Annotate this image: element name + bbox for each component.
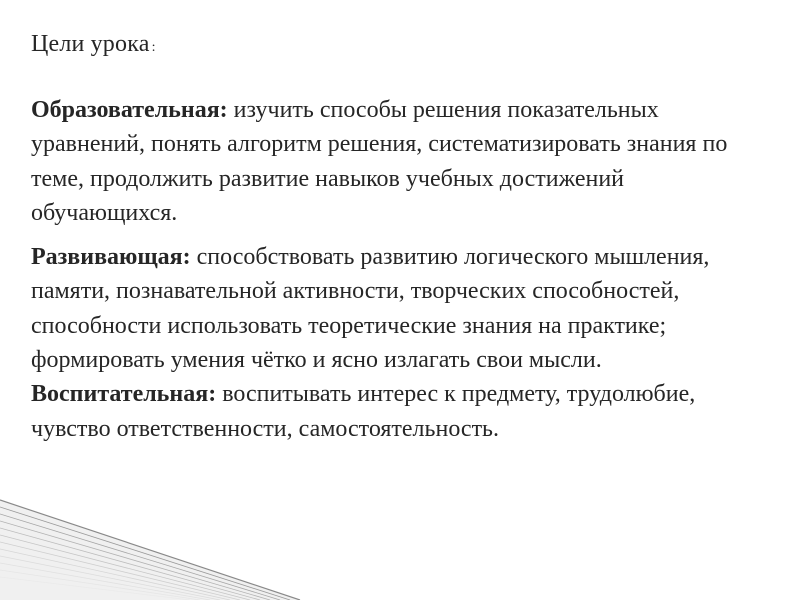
- slide-title-word-2: урока: [90, 31, 150, 57]
- slide-title: [31, 28, 156, 64]
- goal-educational-text: изучить способы решения показательных уравнений, понять алгоритм решения, систематизировать знания по теме, продолжить развитие навыков учебных достижений обучающихся.: [31, 97, 728, 226]
- goal-upbringing-text: воспитывать интерес к предмету, трудолюбие, чувство ответственности, самостоятельность.: [31, 381, 696, 442]
- goal-developmental: [31, 240, 776, 377]
- goal-educational: [31, 93, 776, 230]
- goal-developmental-label: Развивающая:: [31, 244, 191, 271]
- goal-upbringing-label: Воспитательная:: [31, 381, 217, 408]
- slide-title-word-1: Цели: [31, 31, 85, 57]
- slide-title-colon: :: [151, 40, 156, 55]
- lesson-goals: [31, 93, 776, 446]
- goal-educational-label: Образовательная:: [31, 97, 228, 123]
- goal-upbringing: [31, 377, 776, 446]
- goal-developmental-text: способствовать развитию логического мышления, памяти, познавательной активности, творческих способностей, способности использовать теоретические знания на практике; формировать умения чётко и ясно излагать свои мысли.: [31, 244, 710, 374]
